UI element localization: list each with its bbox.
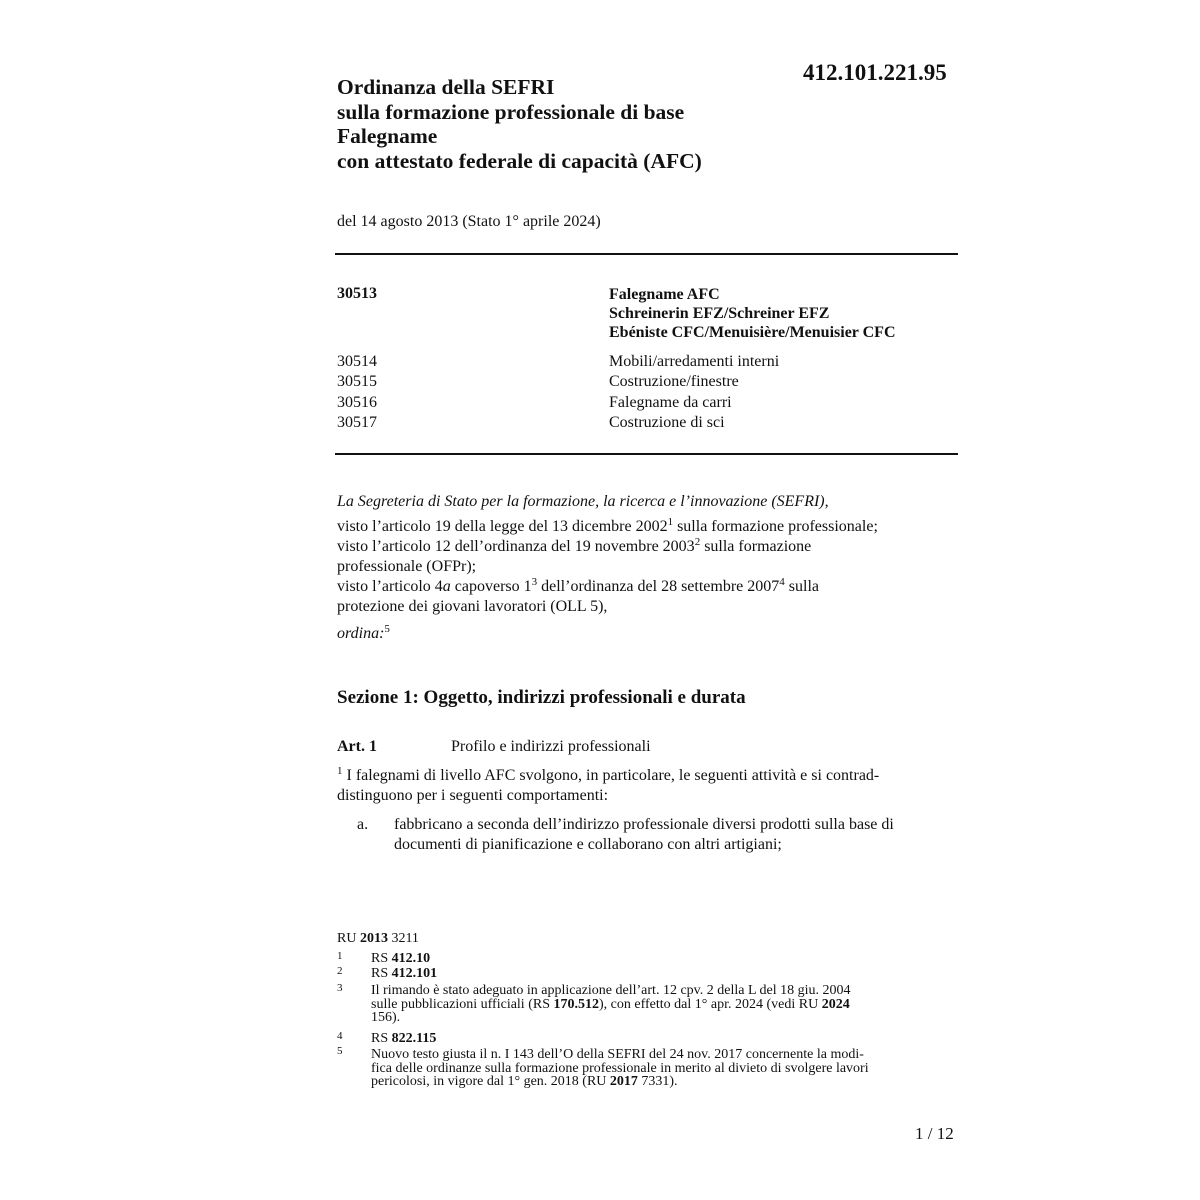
profession-name: Falegname AFC [609,286,720,303]
text-run: ), con effetto dal 1° apr. 2024 (vedi RU [599,996,822,1012]
paragraph-line [337,766,879,786]
preamble-line: protezione dei giovani lavoratori (OLL 5), [337,598,608,615]
text-run: RS [371,1031,392,1046]
text-run: visto l’articolo 19 della legge del 13 dicembre 2002 [337,518,668,535]
text-run: dell’ordinanza del 28 settembre 2007 [537,578,780,595]
list-item-label: a. [357,816,369,833]
title-line: sulla formazione professionale di base [337,99,685,124]
preamble-line [337,517,878,537]
footnote-ref: 4 [779,576,785,588]
title-line: Ordinanza della SEFRI [337,75,555,99]
text-run: 2017 [609,1074,638,1089]
table-cell-name: Costruzione/finestre [609,373,739,391]
text-run: sulla formazione professionale; [673,518,878,535]
text-run: capoverso 1 [450,578,532,595]
text-run: visto l’articolo 12 dell’ordinanza del 19 novembre 2003 [337,538,695,555]
profession-orientations [609,352,779,433]
preamble-line: professionale (OFPr); [337,558,477,575]
preamble-line [337,537,878,557]
footnote-5 [371,1048,961,1089]
profession-name: Schreinerin EFZ/Schreiner EFZ [609,305,830,322]
title-line: Falegname [337,124,438,148]
footnote-line: Il rimando è stato adeguato in applicazione dell’art. 12 cpv. 2 della L del 18 giu. 2004 [371,983,851,998]
document-title [337,75,702,173]
list-item-text [394,815,894,855]
profession-name: Ebéniste CFC/Menuisière/Menuisier CFC [609,324,896,341]
text-run: 2013 [359,931,388,946]
table-cell-code: 30515 [337,373,377,391]
profession-main-code: 30513 [337,285,377,302]
footnote-number: 2 [337,965,343,977]
footnote-4 [371,1032,961,1046]
text-run: RS [371,951,392,966]
preamble-ordina [337,624,390,644]
footnote-ref: 2 [694,536,701,548]
footnote-1 [371,952,961,966]
text-run: ordina: [337,625,385,642]
document-date: del 14 agosto 2013 (Stato 1° aprile 2024) [337,213,601,230]
page-number: 1 / 12 [915,1124,954,1143]
footnote-number: 5 [337,1045,343,1057]
footnote-ref: 1 [667,516,674,528]
footnote-2 [371,967,961,981]
text-run: RU [337,931,360,946]
preamble-considerations [337,517,878,617]
text-run: pericolosi, in vigore dal 1° gen. 2018 (RU [371,1074,610,1089]
footnote-number: 3 [337,982,343,994]
text-run: 7331). [637,1074,678,1089]
footnote-ref: 3 [531,576,538,588]
footnote-line [371,998,961,1012]
table-cell-name: Costruzione di sci [609,413,725,431]
text-run: sulle pubblicazioni ufficiali (RS [371,996,554,1012]
table-bottom-rule [335,453,958,455]
paragraph-number: 1 [337,765,343,777]
preamble-authority: La Segreteria di Stato per la formazione, la ricerca e l’innovazione (SEFRI), [337,493,829,510]
table-cell-code: 30514 [337,353,377,370]
text-run: 822.115 [391,1031,437,1046]
title-line: con attestato federale di capacità (AFC) [337,148,702,173]
text-run: 412.101 [391,966,438,981]
article-paragraph [337,766,879,806]
footnote-ref: 5 [384,623,390,635]
footnote-line [371,1075,961,1089]
article-label: Art. 1 [337,738,377,755]
table-cell-code: 30516 [337,393,377,411]
text-run: I falegnami di livello AFC svolgono, in particolare, le seguenti attività e si contrad- [346,767,880,784]
profession-codes [337,352,377,433]
text-run: sulla formazione [700,538,812,555]
text-run: a [442,578,451,595]
text-run: 412.10 [391,951,431,966]
footnote-3 [371,984,961,1025]
table-top-rule [335,253,958,255]
profession-main-names [609,285,896,342]
official-compilation-ref [337,932,419,946]
preamble-line [337,577,878,597]
text-run: RS [371,966,392,981]
text-run: visto l’articolo 4 [337,578,443,595]
footnote-line: 156). [371,1010,401,1025]
footnote-line: fica delle ordinanze sulla formazione professionale in merito al divieto di svolgere lavori [371,1060,869,1076]
table-cell-name: Mobili/arredamenti interni [609,353,780,370]
list-item-line: documenti di pianificazione e collaborano con altri artigiani; [394,836,782,853]
paragraph-line: distinguono per i seguenti comportamenti: [337,787,609,804]
document-number: 412.101.221.95 [803,60,947,85]
list-item-line: fabbricano a seconda dell’indirizzo professionale diversi prodotti sulla base di [394,816,894,833]
footnote-number: 1 [337,950,343,962]
text-run: 3211 [387,931,419,946]
text-run: 170.512 [553,996,599,1012]
text-run: 2024 [821,996,850,1012]
text-run: sulla [784,578,819,595]
section-heading: Sezione 1: Oggetto, indirizzi professionali e durata [337,687,746,708]
table-cell-name: Falegname da carri [609,393,732,411]
footnote-number: 4 [337,1030,343,1042]
footnote-line: Nuovo testo giusta il n. I 143 dell’O della SEFRI del 24 nov. 2017 concernente la modi- [371,1047,864,1062]
article-title: Profilo e indirizzi professionali [451,738,651,755]
table-cell-code: 30517 [337,413,377,431]
